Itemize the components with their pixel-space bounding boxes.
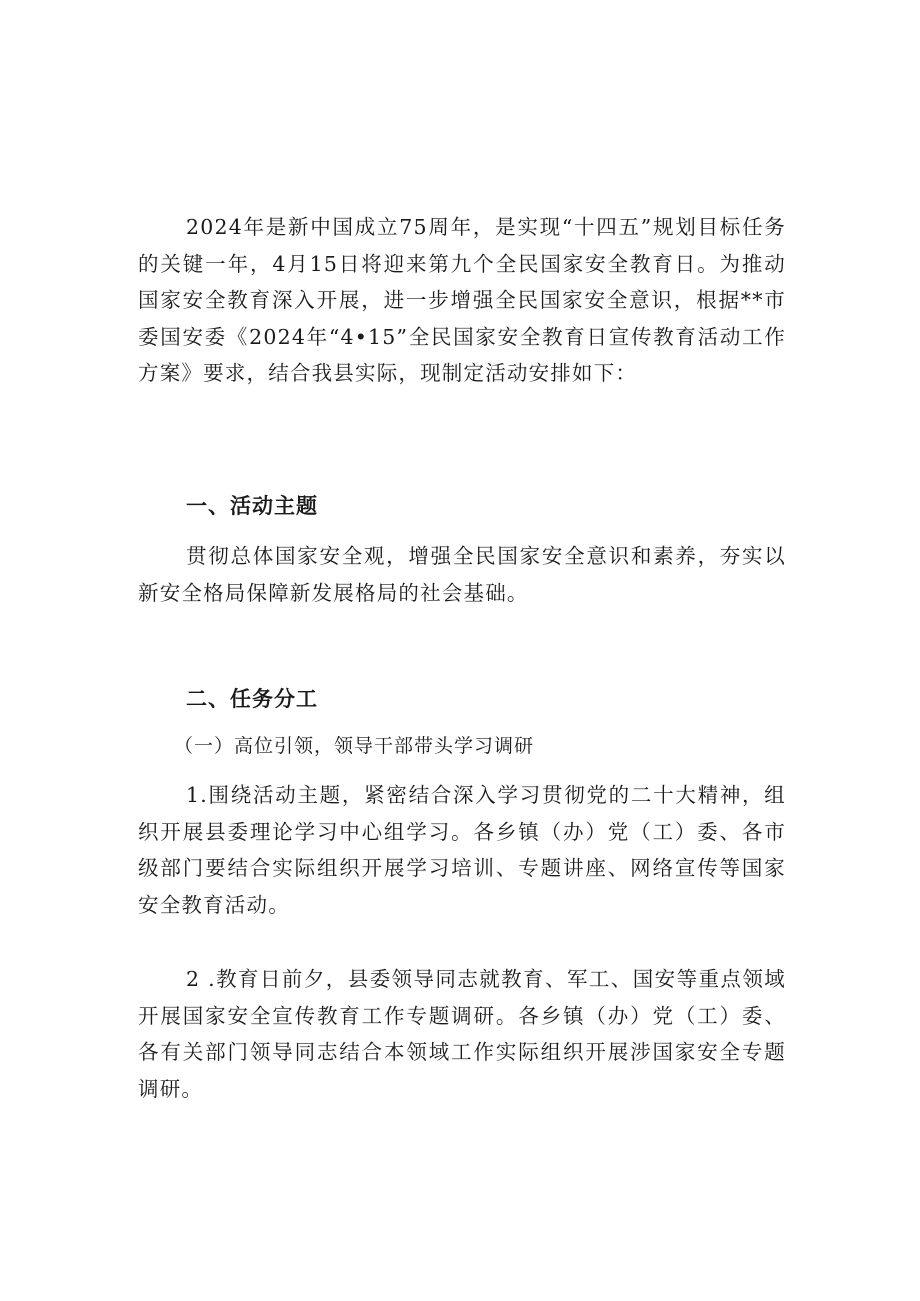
section-heading-theme: 一、活动主题 bbox=[186, 494, 318, 518]
section-heading-tasks: 二、任务分工 bbox=[186, 687, 318, 711]
intro-paragraph: 2024年是新中国成立75周年，是实现“十四五”规划目标任务的关键一年，4月15日将迎来第九个全民国家安全教育日。为推动国家安全教育深入开展，进一步增强全民国家安全意识，根据**市委国安委《2024年“4•15”全民国家安全教育日宣传教育活动工作方案》要求，结合我县实际，现制定活动安排如下： bbox=[138, 215, 786, 385]
theme-paragraph: 贯彻总体国家安全观，增强全民国家安全意识和素养，夯实以新安全格局保障新发展格局的社会基础。 bbox=[138, 544, 786, 605]
task-item-2: 2 .教育日前夕，县委领导同志就教育、军工、国安等重点领域开展国家安全宣传教育工作专题调研。各乡镇（办）党（工）委、各有关部门领导同志结合本领域工作实际组织开展涉国家安全专题调研。 bbox=[138, 967, 786, 1101]
task-item-1: 1.围绕活动主题，紧密结合深入学习贯彻党的二十大精神，组织开展县委理论学习中心组学习。各乡镇（办）党（工）委、各市级部门要结合实际组织开展学习培训、专题讲座、网络宣传等国家安全教育活动。 bbox=[138, 783, 786, 917]
subsection-heading-leadership: （一）高位引领，领导干部带头学习调研 bbox=[174, 735, 535, 757]
